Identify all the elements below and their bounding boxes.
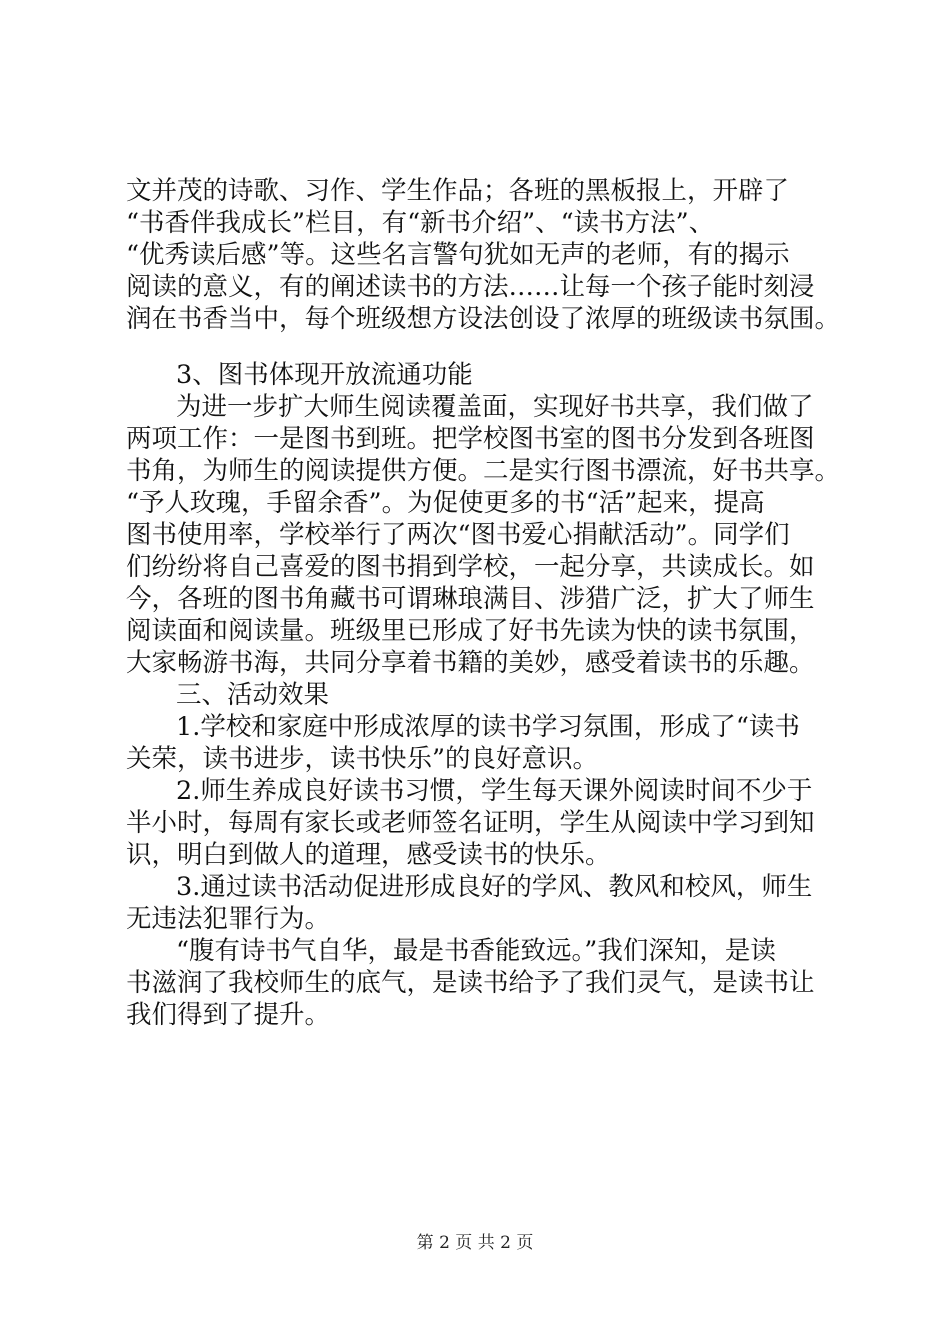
text-line: 们纷纷将自己喜爱的图书捐到学校，一起分享，共读成长。如 (126, 552, 815, 582)
text-line: 今，各班的图书角藏书可谓琳琅满目、涉猎广泛，扩大了师生 (126, 584, 815, 614)
section-heading: 3、图书体现开放流通功能 (176, 360, 473, 390)
text-line: 无违法犯罪行为。 (126, 904, 331, 934)
text-line: 阅读的意义，有的阐述读书的方法……让每一个孩子能时刻浸 (126, 272, 815, 302)
text-line: 我们得到了提升。 (126, 1000, 331, 1030)
text-line: 阅读面和阅读量。班级里已形成了好书先读为快的读书氛围， (126, 616, 815, 646)
text-line: “予人玫瑰，手留余香”。为促使更多的书“活”起来，提高 (126, 488, 765, 518)
text-line: 图书使用率，学校举行了两次“图书爱心捐献活动”。同学们 (126, 520, 790, 550)
text-line: 文并茂的诗歌、习作、学生作品；各班的黑板报上，开辟了 (126, 176, 790, 206)
text-line: 润在书香当中，每个班级想方设法创设了浓厚的班级读书氛围。 (126, 304, 841, 334)
text-line: “书香伴我成长”栏目，有“新书介绍”、“读书方法”、 (126, 208, 715, 238)
text-line: 关荣，读书进步，读书快乐”的良好意识。 (126, 744, 599, 774)
text-line: “腹有诗书气自华，最是书香能致远。”我们深知，是读 (176, 936, 776, 966)
text-line: 大家畅游书海，共同分享着书籍的美妙，感受着读书的乐趣。 (126, 648, 815, 678)
text-line: 书滋润了我校师生的底气，是读书给予了我们灵气，是读书让 (126, 968, 815, 998)
text-line: 3.通过读书活动促进形成良好的学风、教风和校风，师生 (176, 872, 813, 902)
text-line: 半小时，每周有家长或老师签名证明，学生从阅读中学习到知 (126, 808, 815, 838)
text-line: 2.师生养成良好读书习惯，学生每天课外阅读时间不少于 (176, 776, 813, 806)
text-line: 1.学校和家庭中形成浓厚的读书学习氛围，形成了“读书 (176, 712, 800, 742)
section-heading: 三、活动效果 (176, 680, 330, 710)
text-line: “优秀读后感”等。这些名言警句犹如无声的老师，有的揭示 (126, 240, 790, 270)
text-line: 识，明白到做人的道理，感受读书的快乐。 (126, 840, 611, 870)
text-line: 为进一步扩大师生阅读覆盖面，实现好书共享，我们做了 (176, 392, 814, 422)
text-line: 两项工作：一是图书到班。把学校图书室的图书分发到各班图 (126, 424, 815, 454)
text-line: 书角，为师生的阅读提供方便。二是实行图书漂流，好书共享。 (126, 456, 841, 486)
page-number-footer: 第 2 页 共 2 页 (416, 1233, 534, 1253)
